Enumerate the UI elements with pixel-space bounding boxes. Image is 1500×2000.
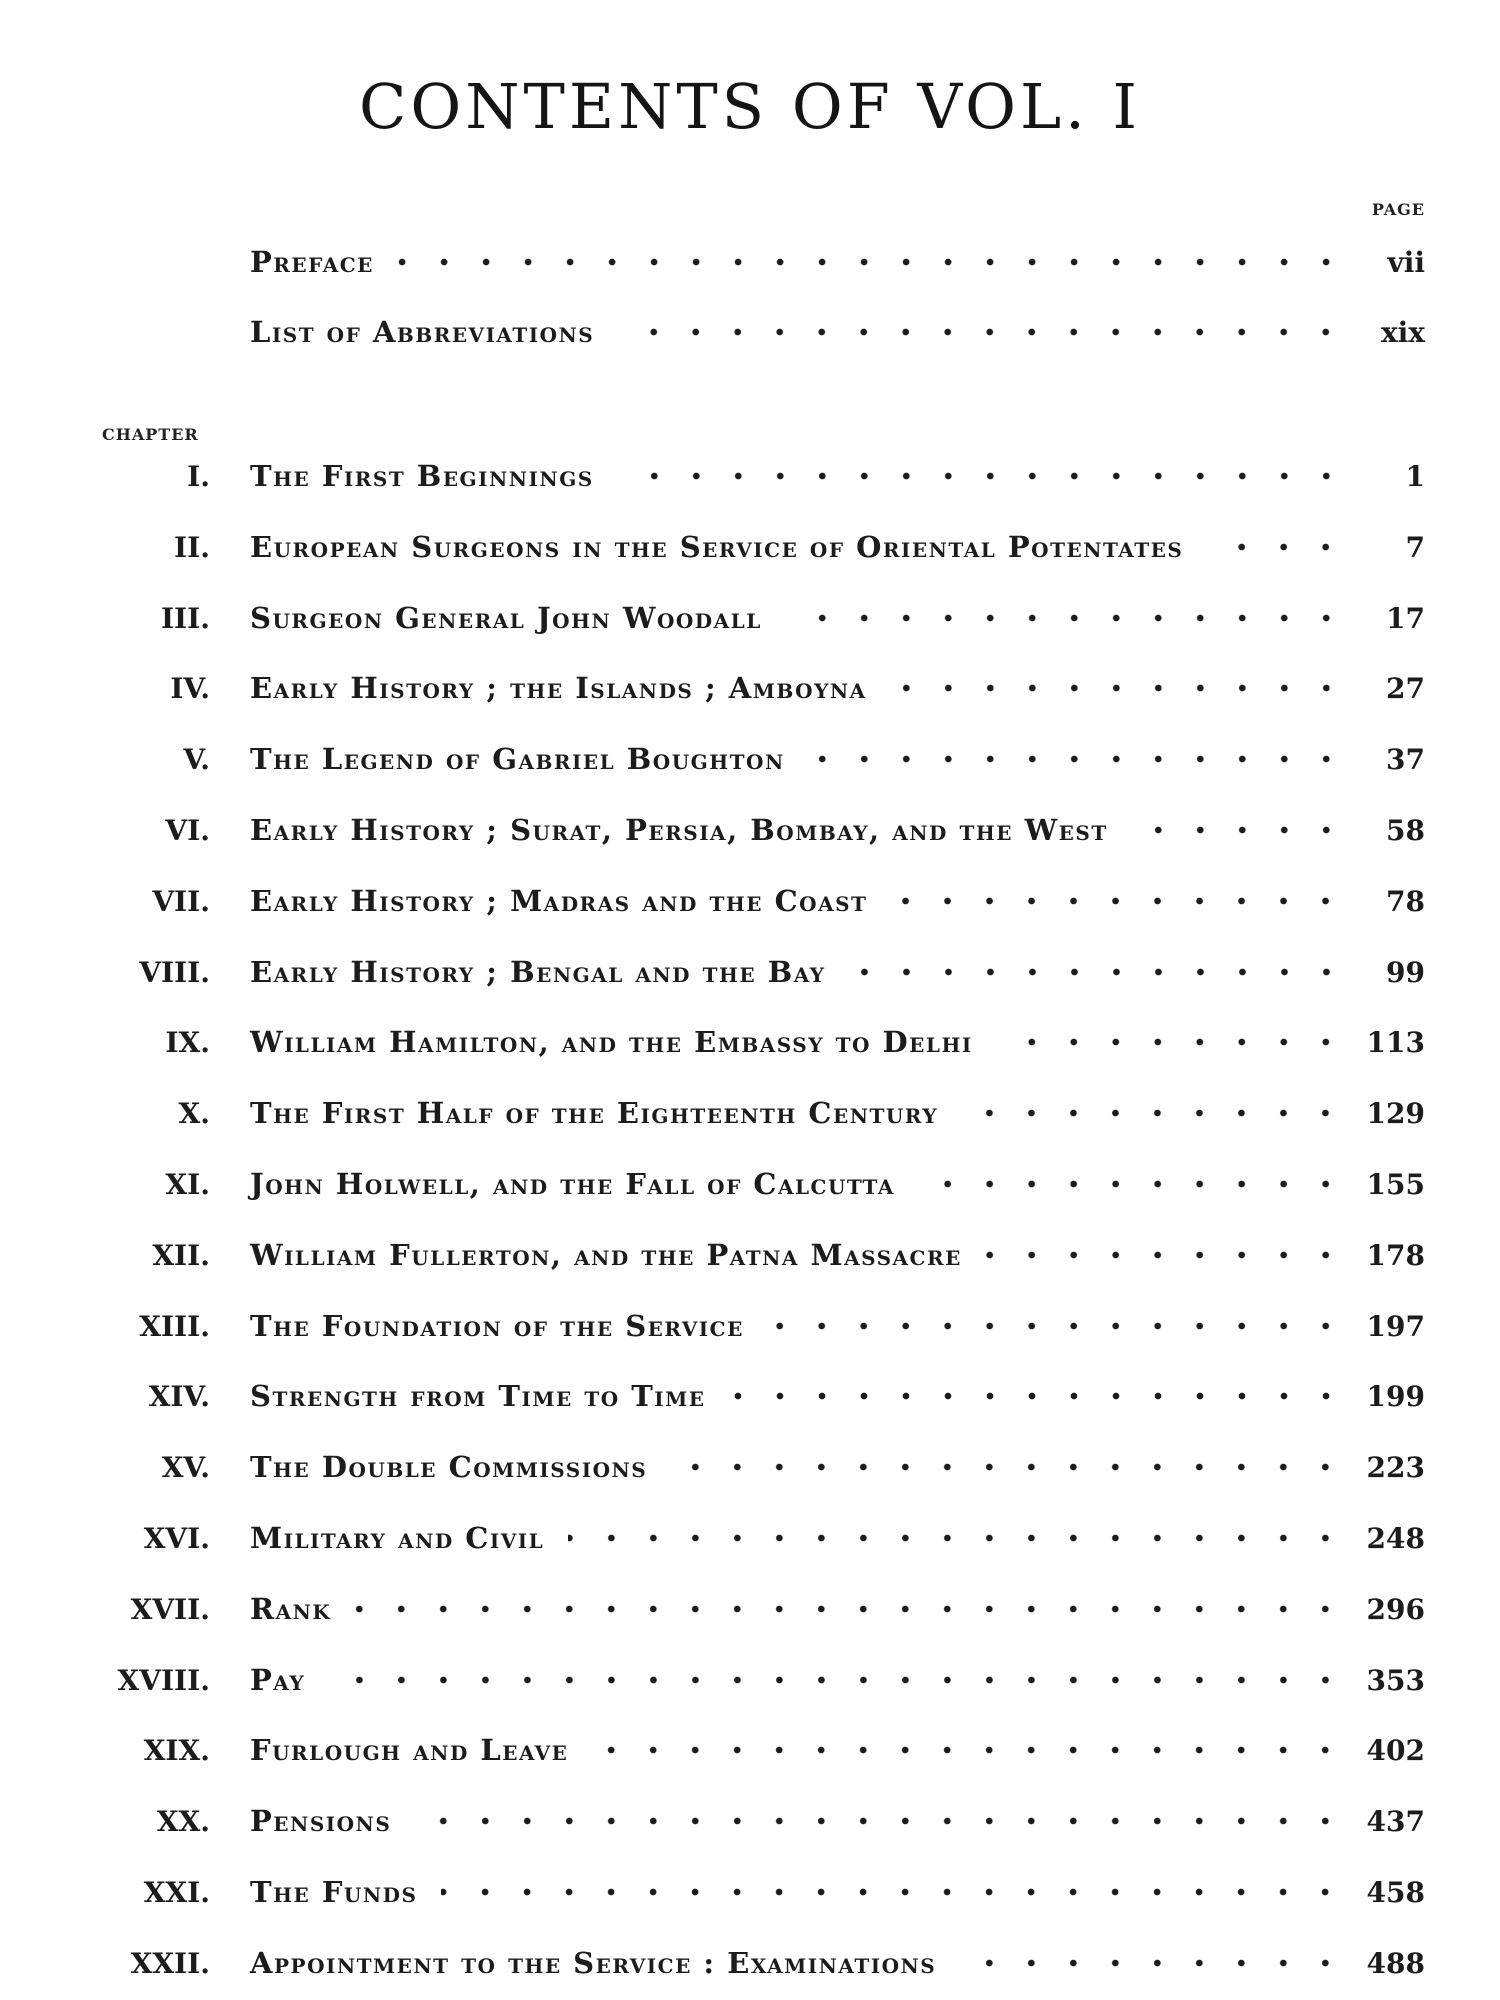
dot-leader <box>671 1441 1356 1493</box>
dot-leader <box>355 1583 1356 1635</box>
page-number: 199 <box>1366 1379 1425 1413</box>
page-number: 402 <box>1366 1733 1425 1767</box>
toc-entry-body <box>250 1583 1425 1635</box>
page-number: 488 <box>1366 1946 1425 1980</box>
front-matter-title: List of Abbreviations <box>250 315 595 349</box>
page-column-heading: PAGE <box>1371 200 1425 219</box>
page-number: 27 <box>1386 671 1425 705</box>
dot-leader <box>919 1158 1357 1210</box>
toc-entry-body <box>250 306 1425 358</box>
chapter-number: XVI. <box>143 1521 210 1555</box>
chapter-number: XX. <box>156 1804 210 1838</box>
toc-entry-body <box>250 450 1425 502</box>
dot-leader <box>962 1087 1356 1139</box>
chapter-number: XIX. <box>143 1733 210 1767</box>
dot-leader <box>618 306 1357 358</box>
chapter-number: XVIII. <box>117 1663 210 1697</box>
dot-leader <box>891 662 1357 714</box>
chapter-entry[interactable] <box>0 1087 1500 1139</box>
dot-leader <box>1132 804 1357 856</box>
chapter-title: Early History ; Madras and the Coast <box>250 884 868 918</box>
toc-entry-body <box>250 1795 1425 1847</box>
toc-entry-body <box>250 521 1425 573</box>
page-number: 99 <box>1386 955 1425 989</box>
dot-leader <box>592 1724 1356 1776</box>
chapter-number: II. <box>174 530 210 564</box>
chapter-entry[interactable] <box>0 662 1500 714</box>
chapter-title: Early History ; Surat, Persia, Bombay, and the West <box>250 813 1108 847</box>
toc-entry-body <box>250 1512 1425 1564</box>
chapter-number: XVII. <box>130 1592 210 1626</box>
front-matter-entry[interactable] <box>0 306 1500 358</box>
page-number: 353 <box>1366 1663 1425 1697</box>
toc-entry-body <box>250 946 1425 998</box>
chapter-entry[interactable] <box>0 1441 1500 1493</box>
toc-entry-body <box>250 236 1425 288</box>
chapter-title: Pensions <box>250 1804 392 1838</box>
dot-leader <box>809 733 1357 785</box>
chapter-number: IV. <box>170 671 210 705</box>
chapter-number: XXII. <box>130 1946 210 1980</box>
chapter-entry[interactable] <box>0 450 1500 502</box>
dot-leader <box>768 1300 1357 1352</box>
chapter-number: VI. <box>165 813 210 847</box>
page-number: 437 <box>1366 1804 1425 1838</box>
toc-entry-body <box>250 1229 1425 1281</box>
toc-entry-body <box>250 592 1425 644</box>
chapter-title: Rank <box>250 1592 332 1626</box>
chapter-title: Early History ; the Islands ; Amboyna <box>250 671 867 705</box>
chapter-number: XI. <box>165 1167 210 1201</box>
dot-leader <box>398 236 1357 288</box>
dot-leader <box>786 592 1357 644</box>
chapter-title: Strength from Time to Time <box>250 1379 706 1413</box>
chapter-title: Pay <box>250 1663 306 1697</box>
page-number: 129 <box>1366 1096 1425 1130</box>
page-number: xix <box>1380 315 1425 349</box>
toc-entry-body <box>250 1441 1425 1493</box>
chapter-number: XXI. <box>143 1875 210 1909</box>
chapter-entry[interactable] <box>0 1937 1500 1989</box>
dot-leader <box>1207 521 1357 573</box>
page-number: 458 <box>1366 1875 1425 1909</box>
toc-entry-body <box>250 1370 1425 1422</box>
dot-leader <box>568 1512 1356 1564</box>
chapter-entry[interactable] <box>0 1654 1500 1706</box>
page-number: 155 <box>1366 1167 1425 1201</box>
chapter-title: Early History ; Bengal and the Bay <box>250 955 826 989</box>
page-number: 17 <box>1386 601 1425 635</box>
chapter-entry[interactable] <box>0 592 1500 644</box>
chapter-entry[interactable] <box>0 1016 1500 1068</box>
dot-leader <box>986 1229 1357 1281</box>
chapter-entry[interactable] <box>0 1300 1500 1352</box>
chapter-number: III. <box>160 601 210 635</box>
page-number: 78 <box>1386 884 1425 918</box>
toc-entry-body <box>250 1937 1425 1989</box>
chapter-number: XV. <box>161 1450 210 1484</box>
chapter-title: William Fullerton, and the Patna Massacre <box>250 1238 962 1272</box>
toc-entry-body <box>250 875 1425 927</box>
chapter-title: The Foundation of the Service <box>250 1309 744 1343</box>
page-number: vii <box>1387 245 1425 279</box>
chapter-title: The First Beginnings <box>250 459 594 493</box>
chapter-title: William Hamilton, and the Embassy to Delhi <box>250 1025 973 1059</box>
chapter-entry[interactable] <box>0 1229 1500 1281</box>
chapter-entry[interactable] <box>0 946 1500 998</box>
page-number: 7 <box>1405 530 1425 564</box>
chapter-entry[interactable] <box>0 1583 1500 1635</box>
chapter-number: XIII. <box>139 1309 210 1343</box>
toc-entry-body <box>250 1654 1425 1706</box>
toc-entry-body <box>250 1724 1425 1776</box>
chapter-title: Appointment to the Service : Examinations <box>250 1946 937 1980</box>
page-number: 296 <box>1366 1592 1425 1626</box>
chapter-title: The Legend of Gabriel Boughton <box>250 742 785 776</box>
dot-leader <box>730 1370 1357 1422</box>
dot-leader <box>329 1654 1356 1706</box>
chapter-entry[interactable] <box>0 733 1500 785</box>
chapter-entry[interactable] <box>0 1795 1500 1847</box>
chapter-title: European Surgeons in the Service of Oriental Potentates <box>250 530 1184 564</box>
chapter-title: The Double Commissions <box>250 1450 648 1484</box>
toc-entry-body <box>250 804 1425 856</box>
chapter-number: I. <box>187 459 210 493</box>
chapter-title: Furlough and Leave <box>250 1733 569 1767</box>
dot-leader <box>441 1866 1356 1918</box>
chapter-title: Surgeon General John Woodall <box>250 601 762 635</box>
dot-leader <box>891 875 1357 927</box>
page-number: 248 <box>1366 1521 1425 1555</box>
dot-leader <box>415 1795 1356 1847</box>
chapter-entry[interactable] <box>0 1370 1500 1422</box>
chapter-number: VII. <box>152 884 210 918</box>
chapter-number: VIII. <box>139 955 210 989</box>
front-matter-title: Preface <box>250 245 374 279</box>
chapter-title: The Funds <box>250 1875 418 1909</box>
chapter-entry[interactable] <box>0 875 1500 927</box>
chapter-entry[interactable] <box>0 1724 1500 1776</box>
page-number: 37 <box>1386 742 1425 776</box>
chapter-number: X. <box>178 1096 210 1130</box>
chapter-number: XII. <box>152 1238 210 1272</box>
page-number: 58 <box>1386 813 1425 847</box>
dot-leader <box>618 450 1357 502</box>
chapter-entry[interactable] <box>0 1866 1500 1918</box>
dot-leader <box>850 946 1357 998</box>
chapter-number: V. <box>183 742 210 776</box>
page-number: 178 <box>1366 1238 1425 1272</box>
chapter-number: XIV. <box>148 1379 210 1413</box>
dot-leader <box>997 1016 1357 1068</box>
chapter-entry[interactable] <box>0 1512 1500 1564</box>
toc-entry-body <box>250 1016 1425 1068</box>
toc-entry-body <box>250 1866 1425 1918</box>
chapter-column-heading: CHAPTER <box>102 425 199 444</box>
chapter-title: John Holwell, and the Fall of Calcutta <box>250 1167 895 1201</box>
chapter-entry[interactable] <box>0 1158 1500 1210</box>
page-number: 223 <box>1366 1450 1425 1484</box>
toc-entry-body <box>250 1087 1425 1139</box>
dot-leader <box>960 1937 1356 1989</box>
page-number: 197 <box>1366 1309 1425 1343</box>
page-number: 113 <box>1366 1025 1425 1059</box>
chapter-entry[interactable] <box>0 521 1500 573</box>
page-title: CONTENTS OF VOL. I <box>358 70 1142 143</box>
toc-entry-body <box>250 1300 1425 1352</box>
toc-entry-body <box>250 733 1425 785</box>
toc-entry-body <box>250 662 1425 714</box>
front-matter-entry[interactable] <box>0 236 1500 288</box>
chapter-entry[interactable] <box>0 804 1500 856</box>
chapter-number: IX. <box>165 1025 210 1059</box>
toc-entry-body <box>250 1158 1425 1210</box>
chapter-title: The First Half of the Eighteenth Century <box>250 1096 939 1130</box>
chapter-title: Military and Civil <box>250 1521 545 1555</box>
page-number: 1 <box>1405 459 1425 493</box>
